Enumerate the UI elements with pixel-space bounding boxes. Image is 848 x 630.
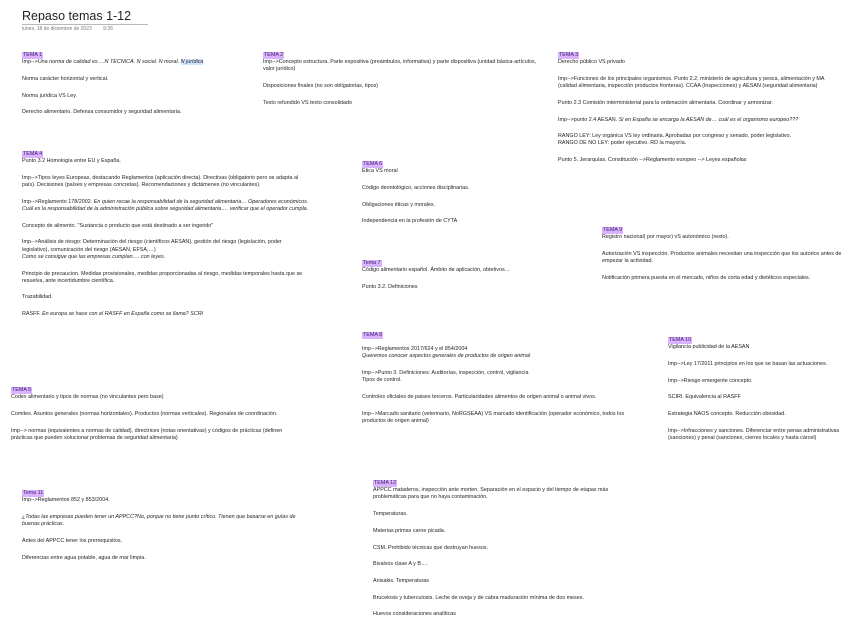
tema9-line3: Notificación primera puesta en el mercado, niños de corta edad y dietéticos especiales. bbox=[602, 274, 811, 281]
tema5-line1: Codex alimentario y tipos de normas (no vinculantes pero base) bbox=[11, 394, 164, 401]
tema2-line2: Disposiciones finales (no son obligatorias, tipos) bbox=[263, 83, 379, 90]
tema2-heading: TEMA 2 bbox=[264, 52, 284, 58]
page-title: Repaso temas 1-12 bbox=[22, 9, 132, 23]
tema10-heading: TEMA 10 bbox=[669, 337, 692, 343]
tema8-line2b: Tipos de control. bbox=[362, 377, 402, 384]
tema11-line1: Imp-->Reglamentos 852 y 853/2004. bbox=[22, 497, 110, 504]
tema6-block[interactable] bbox=[362, 161, 532, 235]
tema3-heading: TEMA 3 bbox=[559, 52, 579, 58]
title-divider bbox=[22, 24, 148, 25]
tema5-block[interactable] bbox=[11, 387, 301, 452]
tema8-line1b: Queremos conocer aspectos generales de productos de origen animal bbox=[362, 353, 531, 360]
tema4-line2: Imp-->Tipos leyes Europeas, destacando Reglamentos (aplicación directa). Directivas (obligatorio pero se adapta al país). Decisiones (países y empresas concretas). Recomendaciones y dictámenes (no vinculantes). bbox=[22, 174, 299, 189]
tema11-line2: ¿Todas las empresas pueden tener un APPCC?No, porque no tiene punto crítico. Tienen que basarse en guías de buenas prácticas. bbox=[22, 513, 296, 528]
tema1-block[interactable] bbox=[22, 52, 247, 126]
tema4-line5b: Como se consigue que las empresas cumplan…. con leyes. bbox=[22, 253, 166, 260]
tema11-line3: Antes del APPCC tener los prerrequisitos. bbox=[22, 537, 123, 544]
tema4-line3-prefix: Imp-->Reglamento 178/2002. bbox=[22, 198, 93, 205]
tema11-block[interactable] bbox=[22, 490, 307, 571]
tema7-line1: Código alimentario español. Ámbito de aplicación, obtetivos… bbox=[362, 267, 511, 274]
tema7-line2: Punto 3.2. Definiciones bbox=[362, 283, 418, 290]
tema1-line4: Derecho alimentario. Defensa consumidor y seguridad alimentaria. bbox=[22, 109, 182, 116]
tema1-line1-prefix: Imp--> bbox=[22, 59, 38, 66]
tema4-line3: En quien recae la responsabilidad de la seguridad alimentaria… Operadores económicos. Cuál es la responsabilidad de la administración pública sobre seguridad alimentaria…. verificar que el operador cumpla. bbox=[22, 198, 309, 213]
tema8-heading: TEMA 8 bbox=[363, 332, 383, 338]
tema5-line2: Comites. Asuntos generales (normas horizontales). Productos (normas verticales). Regionales de coordinación. bbox=[11, 410, 278, 417]
tema4-line7: Trazabilidad. bbox=[22, 294, 53, 301]
tema1-line1: Una norma de calidad es….N TECNICA. N social. N moral. bbox=[37, 59, 180, 66]
tema9-heading: TEMA 9 bbox=[603, 227, 623, 233]
tema3-line4: Si en España se encarga la AESAN de… cuál es el organismo europeo??? bbox=[618, 116, 799, 123]
tema5-heading: TEMA 5 bbox=[12, 387, 32, 393]
tema11-line4: Diferencias entre agua potable, agua de mar limpia. bbox=[22, 554, 146, 561]
tema3-line2: Imp-->Funciones de los principales organismos. Punto 2.2, ministerio de agricultura y pesca, alimentación y MA (calidad alimentaria, inspección productos fronteras). CCAA (Inspecciones) y AESAN (seguridad alimentaria) bbox=[558, 75, 825, 90]
tema5-line3: Imp--> normas (equivalentes a normas de calidad), directrices (notas orientativas) y códigos de prácticas (definen prácticas que pueden solucionar problemas de seguridad alimentaria) bbox=[11, 427, 283, 441]
page-date: lunes, 18 de diciembre de 2023 bbox=[22, 26, 92, 32]
tema12-line6: Anisakis. Temperaturas bbox=[373, 577, 429, 584]
tema2-line3: Texto refundido VS texto consolidado bbox=[263, 99, 353, 106]
tema12-line4: CSM. Prohibido técnicas que destruyan huesos. bbox=[373, 544, 489, 551]
page-meta bbox=[22, 26, 123, 33]
tema10-line4: SCIRI. Equivalencia al RASFF bbox=[668, 394, 741, 401]
tema12-heading: TEMA 12 bbox=[374, 480, 397, 486]
tema1-line3: Norma jurídica VS Ley. bbox=[22, 92, 78, 99]
tema10-line2: Imp-->Ley 17/2011 principios en los que se basan las actuaciones. bbox=[668, 360, 828, 367]
tema6-line2: Código deontológico, acciones disciplinarias. bbox=[362, 184, 470, 191]
tema12-block[interactable] bbox=[373, 480, 643, 619]
tema1-line2: Norma carácter horizontal y vertical. bbox=[22, 75, 109, 82]
tema8-line1a: Imp-->Reglamentos 2017/624 y el 854/2004 bbox=[362, 346, 468, 353]
tema10-line5: Estrategia NAOS concepto. Reducción obesidad. bbox=[668, 411, 786, 418]
tema8-line2a: Imp-->Punto 3. Definiciones: Auditorías, inspección, control, vigilancia bbox=[362, 370, 529, 377]
tema12-line8: Huevos consideraciones analíticas bbox=[373, 611, 457, 618]
tema4-line5a: Imp-->Análisis de riesgo: Determinación del riesgo (científicos AESAN), gestión del riesgo (legislación, poder legislativo), comunicación del riesgo (AESAN, EFSA,…) bbox=[22, 239, 282, 253]
tema3-line5a: RANGO LEY: Ley orgánica VS ley ordinaria. Aprobadas por congreso y senado, poder legislativo. bbox=[558, 133, 792, 140]
tema4-line1: Punto 3.2 Homología entre EU y España. bbox=[22, 158, 121, 165]
tema11-heading: Tema 11 bbox=[23, 490, 44, 496]
tema3-line1: Derecho público VS privado bbox=[558, 59, 625, 66]
tema1-highlight: N jurídica bbox=[180, 59, 204, 66]
tema1-heading: TEMA 1 bbox=[23, 52, 43, 58]
tema10-block[interactable] bbox=[668, 337, 842, 452]
tema3-block[interactable] bbox=[558, 52, 840, 174]
tema9-line1: Registro nacional( por mayor) vS autonómico (resto). bbox=[602, 234, 729, 241]
tema12-line1: APPCC mataderos, inspección ante morten. Separación en el espacio y del tiempo de etapas más problemáticas para que no haya contaminación. bbox=[373, 487, 609, 501]
tema12-line7: Brucelosis y tuberculosis. Leche de oveja y de cabra maduración mínima de dos meses. bbox=[373, 594, 584, 601]
tema6-line3: Obligaciones éticas y morales. bbox=[362, 201, 436, 208]
tema4-line6: Principio de precaucion. Medidas provisionales, medidas proporcionadas al riesgo, medidas temporales hasta que se resuelva, ante incertidumbre científica. bbox=[22, 270, 303, 284]
tema12-line5: Bivalvos clase A y B…. bbox=[373, 561, 428, 568]
tema8-block[interactable] bbox=[362, 332, 640, 435]
tema12-line3: Materias primas carne picada. bbox=[373, 527, 446, 534]
tema9-line2: Autorización VS inspección. Productos animales necesitan una inspección que los autorice antes de empezar la actividad. bbox=[602, 250, 842, 265]
tema6-line4: Independencia en la profesión de CYTA bbox=[362, 218, 458, 225]
tema3-line4-prefix: Imp-->punto 2.4 AESAN. bbox=[558, 116, 618, 123]
tema3-line5b: RANGO DE NO LEY: poder ejecutivo. RD la mayoría. bbox=[558, 140, 687, 147]
tema3-line3: Punto 2.3 Comisión interministerial para la ordenación alimentaria. Coordinar y armonizar. bbox=[558, 99, 773, 106]
tema6-line1: Etica VS moral bbox=[362, 168, 398, 175]
tema10-line1: Vigilancia publicidad de la AESAN bbox=[668, 344, 750, 351]
tema2-block[interactable] bbox=[263, 52, 538, 117]
tema8-line3: Controles oficiales de paises terceros. Particularidades alimentos de origen animal o animal vivos. bbox=[362, 394, 597, 401]
tema4-line4: Concepto de alimento. "Sustancia o producto que está destinado a ser ingerido" bbox=[22, 222, 214, 229]
tema12-line2: Temperaturas. bbox=[373, 511, 408, 518]
tema4-line8-prefix: RASFF. bbox=[22, 311, 41, 318]
tema4-heading: TEMA 4 bbox=[23, 151, 43, 157]
tema8-line4: Imp-->Marcado sanitario (veterinario, NoRGSEAA) VS marcado identificación (operador económico, todos los productos de origen animal) bbox=[362, 410, 625, 424]
tema2-line1: Imp-->Concepto estructura. Parte expositiva (preámbulos, informativa) y parte dispositiva (unidad básica-artículos, valor jurídico) bbox=[263, 59, 537, 73]
tema3-line6: Punto 5. Jerarquías. Constitución -->Reglamento europeo --> Leyes españolas bbox=[558, 157, 747, 164]
tema6-heading: TEMA 6 bbox=[363, 161, 383, 167]
tema10-line3: Imp-->Riesgo emergente concepto. bbox=[668, 377, 753, 384]
tema7-heading: Tema 7 bbox=[363, 260, 381, 266]
tema4-block[interactable] bbox=[22, 151, 310, 328]
tema4-line8: En europa se hace con el RASFF en España como se llama? SCRI bbox=[42, 311, 204, 318]
tema7-block[interactable] bbox=[362, 260, 562, 301]
page-time: 9:26 bbox=[103, 26, 113, 32]
tema10-line6: Imp-->Infracciones y sanciones. Diferenciar entre penas administrativas (sanciones) y penal (sanciones, cierres locales y hasta cárcel) bbox=[668, 427, 840, 441]
tema9-block[interactable] bbox=[602, 227, 844, 292]
